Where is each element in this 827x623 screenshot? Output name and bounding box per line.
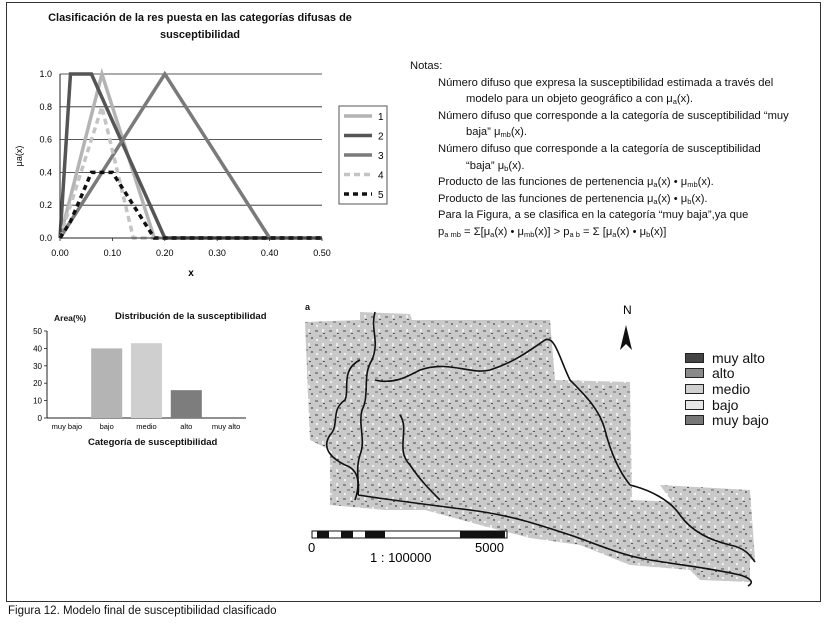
note-formula: $p_{a mb} = \Sigma[\mu_a(x)$ • $\mu_{mb}(x)] > p_{a b} = \Sigma$ [$\mu_a(x)$ • $\mu_b(x)$] (438, 225, 667, 239)
legend-label-4: 4 (378, 170, 384, 182)
note-5: Producto de las funciones de pertenencia $\mu_a(x)$ • $\mu_b(x)$. (438, 192, 708, 206)
bar-y-tick-label: 10 (33, 396, 42, 406)
distribution-bar-chart (20, 322, 280, 437)
note-1b: modelo para un objeto geográfico a con $\mu_a(x)$. (466, 93, 694, 107)
map-legend (685, 350, 769, 428)
legend-swatch (685, 400, 704, 410)
x-tick-label: 0.10 (103, 248, 122, 258)
bar-medio (131, 343, 162, 418)
map-legend-item: muy bajo (685, 412, 769, 428)
bar-y-tick-label: 20 (33, 379, 42, 389)
x-tick-label: 0.20 (156, 248, 174, 258)
y-tick-label: 1.0 (39, 69, 52, 79)
series-line-2 (60, 74, 322, 238)
x-tick-label: 0.30 (208, 248, 226, 258)
figure-caption: Figura 12. Modelo final de susceptibilidad clasificado (8, 605, 277, 617)
note-3b: “baja” $\mu_b(x)$. (466, 159, 525, 173)
bar-category-label: muy alto (211, 422, 241, 431)
note-2a: Número difuso que corresponde a la categoría de susceptibilidad “muy (438, 109, 789, 122)
bar-category-label: medio (136, 422, 157, 431)
bar-y-tick-label: 0 (37, 414, 42, 423)
y-tick-label: 0.4 (39, 167, 52, 178)
bar-chart-xlabel: Categoría de susceptibilidad (88, 437, 218, 448)
bar-y-tick-label: 40 (33, 344, 42, 354)
y-tick-label: 0.8 (39, 101, 52, 112)
legend-swatch (685, 384, 704, 394)
bar-category-label: muy bajo (51, 422, 83, 431)
legend-swatch (685, 368, 704, 378)
y-axis-label: μa(x) (14, 145, 24, 167)
bar-chart-ylabel: Area(%) (54, 313, 87, 323)
note-6: Para la Figura, a se clasifica en la categoría “muy baja”,ya que (438, 209, 749, 222)
bar-category-label: alto (180, 422, 193, 431)
legend-swatch (685, 353, 704, 363)
y-tick-label: 0.2 (39, 200, 52, 211)
legend-label-3: 3 (378, 151, 384, 162)
legend-label-2: 2 (378, 131, 384, 143)
bar-y-tick-label: 50 (33, 327, 42, 336)
top-chart-title-line1: Clasificación de la res puesta en las categorías difusas de (48, 12, 352, 24)
bar-category-label: bajo (99, 422, 114, 431)
note-4: Producto de las funciones de pertenencia $\mu_a(x)$ • $\mu_{mb}(x)$. (438, 176, 714, 190)
map-legend-item: muy alto (685, 350, 769, 366)
north-letter: N (623, 303, 632, 317)
x-tick-label: 0.40 (260, 248, 279, 258)
map-legend-item: bajo (685, 397, 769, 413)
y-tick-label: 0.6 (39, 134, 52, 145)
map-legend-item: medio (685, 381, 769, 397)
series-line-3 (60, 74, 322, 238)
notes-heading: Notas: (410, 60, 443, 72)
susceptibility-map (300, 300, 820, 590)
scale-start: 0 (308, 540, 316, 555)
scale-end: 5000 (475, 540, 504, 555)
legend-swatch (685, 415, 704, 425)
legend-label-1: 1 (378, 112, 384, 123)
x-tick-label: 0.00 (51, 248, 69, 258)
top-chart-legend (338, 105, 396, 205)
north-arrow (620, 303, 632, 350)
note-1a: Número difuso que expresa la susceptibilidad estimada a través del (438, 76, 774, 89)
y-tick-label: 0.0 (39, 233, 52, 243)
legend-label-5: 5 (378, 190, 384, 201)
x-tick-label: 0.50 (313, 248, 331, 258)
bar-alto (171, 390, 202, 418)
bar-bajo (91, 348, 122, 418)
note-3a: Número difuso que corresponde a la categoría de susceptibilidad (438, 142, 761, 155)
note-2b: baja” $\mu_{mb}(x)$. (466, 126, 528, 140)
top-chart-title-line2: susceptibilidad (159, 29, 241, 41)
top-chart-title (30, 10, 370, 44)
map-panel-label: a (305, 302, 311, 312)
bar-y-tick-label: 30 (33, 361, 42, 371)
x-axis-label: x (188, 268, 194, 279)
map-legend-item: alto (685, 366, 769, 382)
bar-chart-title: Distribución de la susceptibilidad (115, 311, 267, 322)
scale-ratio: 1 : 100000 (370, 550, 432, 565)
scale-bar (308, 531, 507, 565)
notes-block (410, 58, 810, 241)
